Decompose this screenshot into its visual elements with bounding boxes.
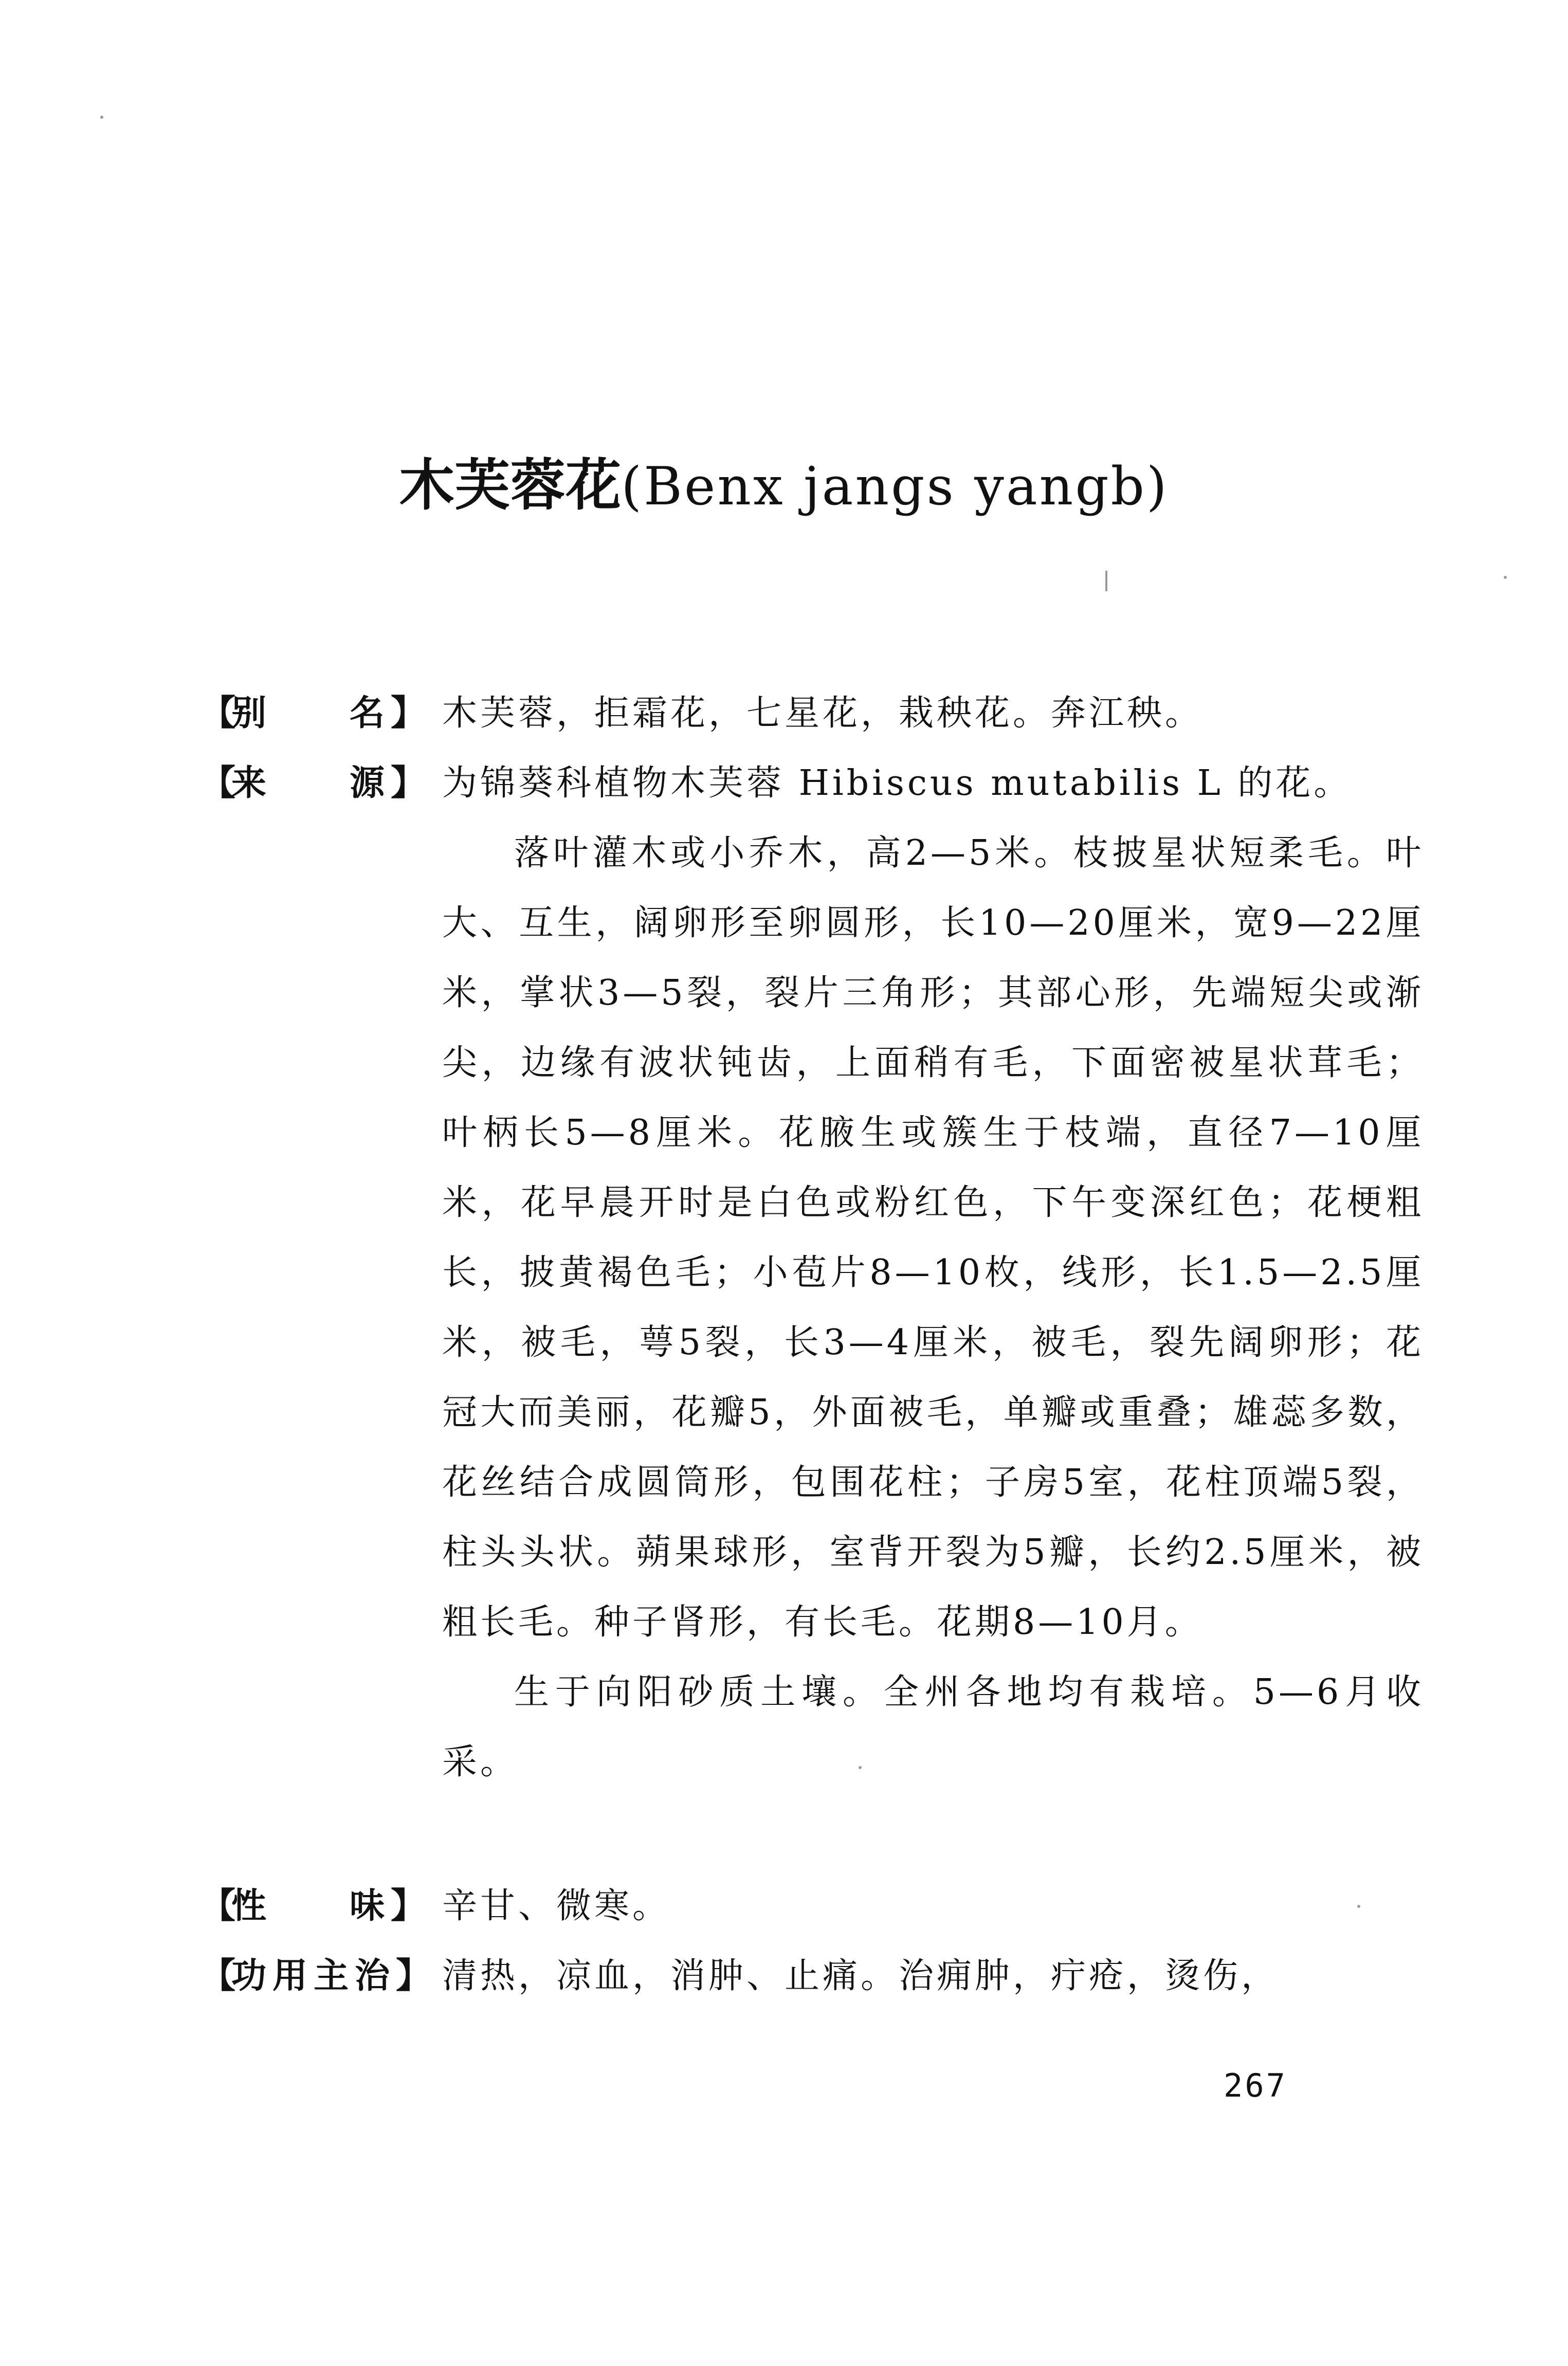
description-paragraph: 落叶灌木或小乔木，高2—5米。枝披星状短柔毛。叶大、互生，阔卵形至卵圆形，长10—20厘米，宽9—22厘米，掌状3—5裂，裂片三角形；其部心形，先端短尖或渐尖，边缘有波状钝齿，上面稍有毛，下面密被星状茸毛；叶柄长5—8厘米。花腋生或簇生于枝端，直径7—10厘米，花早晨开时是白色或粉红色，下午变深红色；花梗粗长，披黄褐色毛；小苞片8—10枚，线形，长1.5—2.5厘米，被毛，萼5裂，长3—4厘米，被毛，裂先阔卵形；花冠大而美丽，花瓣5，外面被毛，单瓣或重叠；雄蕊多数，花丝结合成圆筒形，包围花柱；子房5室，花柱顶端5裂，柱头头状。蒴果球形，室背开裂为5瓣，长约2.5厘米，被粗长毛。种子肾形，有长毛。花期8—10月。 xyxy=(442,833,1424,1643)
entry-property xyxy=(200,1871,1424,1941)
entry-alias xyxy=(200,679,1424,749)
habitat-paragraph: 生于向阳砂质土壤。全州各地均有栽培。5—6月收采。 xyxy=(442,1672,1424,1782)
title-latin: (Benx jangs yangb) xyxy=(621,456,1169,517)
entry-content xyxy=(442,749,1424,1797)
page-title xyxy=(0,452,1568,519)
entry-content: 清热，凉血，消肿、止痛。治痈肿，疔疮，烫伤， xyxy=(442,1956,1280,1996)
entry-label: 【性 味 】 xyxy=(200,1886,426,1926)
entry-label: 【来 源 】 xyxy=(200,763,426,804)
title-chinese: 木芙蓉花 xyxy=(399,453,622,518)
entry-content: 辛甘、微寒。 xyxy=(442,1886,671,1926)
entry-label: 【功 用 主 治 】 xyxy=(200,1956,431,1996)
page-number: 267 xyxy=(1224,2067,1287,2104)
source-text: 为锦葵科植物木芙蓉 Hibiscus mutabilis L 的花。 xyxy=(442,763,1352,804)
entry-label: 【别 名 】 xyxy=(200,693,426,734)
entry-function xyxy=(200,1941,1424,2011)
entry-source xyxy=(200,749,1424,1797)
entry-content: 木芙蓉，拒霜花，七星花，栽秧花。奔江秧。 xyxy=(442,693,1204,734)
